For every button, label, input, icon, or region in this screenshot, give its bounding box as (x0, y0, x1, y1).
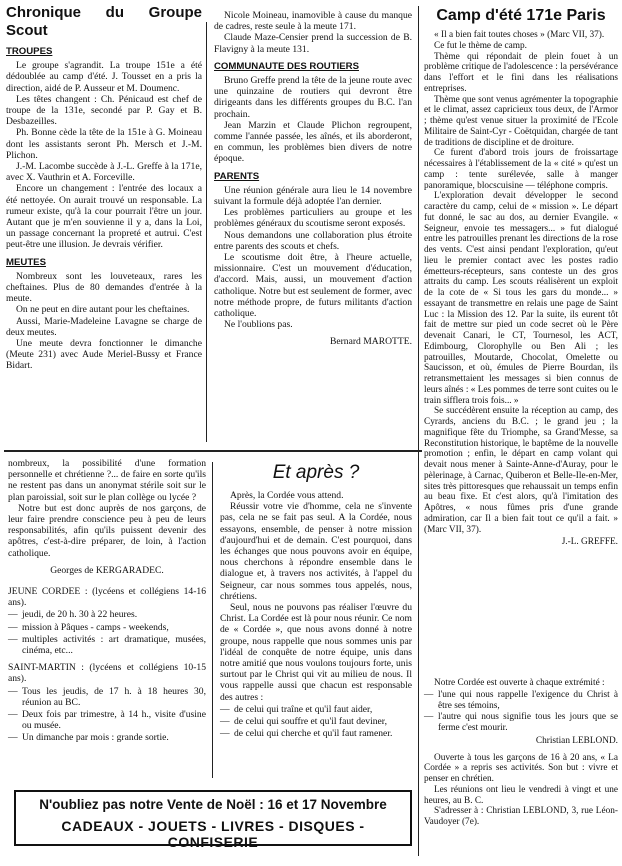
list-item: — multiples activités : art dramatique, musées, cinéma, etc... (8, 633, 206, 657)
troupes-p5: Encore un changement : l'entrée des locaux a été nettoyée. On aurait trouvé un responsable. La rumeur existe, qu'à la cour pourrait l'être un jour. Autant que je m'en souvienne il y a, dans la Loi, un passage concernant la propreté et autrui. C'est peut-être une illusion. Je devrais vérifier. (6, 183, 202, 251)
col4-p1: nombreux, la possibilité d'une formation personnelle et chrétienne ?... de faire en sorte qu'ils ne restent pas dans un anonymat stérile soit sur le plan paroissial, soit sur le plan collège ou lycée ? (8, 458, 206, 503)
column-chronique (6, 4, 202, 372)
cordee-p1: Notre Cordée est ouverte à chaque extrémité : (434, 678, 605, 688)
cordee-p3: Les réunions ont lieu le vendredi à vingt et une heures, au B. C. (424, 784, 618, 806)
saint-martin-head: SAINT-MARTIN : (lycéens et collégiens 10-15 ans). (8, 662, 206, 685)
camp-title: Camp d'été 171e Paris (436, 7, 606, 24)
column-et-apres (220, 462, 412, 740)
camp-p6: Se succédèrent ensuite la réception au camp, des Cyrards, anciens du B.C. ; le grand jeu ; la magnifique fête du Triomphe, sa Grand'Messe, sa Reconstitution historique, le baptême de la nouvelle promotion ; enfin, le départ en camp volant qui devait nous mener à Sainte-Anne-d'Auray, pour le pèlerinage, à Carnac, Quiberon et Belle-Ile-en-Mer, sites très pittoresques que rehaussait un temps enfin au beau fixe. Et c'est alors, qu'à l'imitation des Apôtres, « nous fûmes pris d'une grande admiration, car Il a bien fait tout ce qu'il a fait. » (Marc VII, 37). (424, 406, 618, 535)
meutes-p2: On ne peut en dire autant pour les cheftaines. (16, 304, 190, 316)
list-item: — de celui qui cherche et qu'il faut ramener. (220, 728, 393, 740)
col2-p2: Claude Maze-Censier prend la succession de B. Flavigny à la meute 131. (214, 32, 412, 55)
et-apres-p1: Après, la Cordée vous attend. (230, 490, 344, 501)
parents-p1: Une réunion générale aura lieu le 14 novembre suivant la formule déjà adoptée l'an dernier. (214, 184, 412, 208)
list-item: — l'une qui nous rappelle l'exigence du Christ à être ses témoins, (424, 689, 618, 711)
vertical-rule-right (418, 6, 419, 856)
troupes-heading: TROUPES (6, 46, 53, 57)
greffe-signature: J.-L. GREFFE. (561, 537, 618, 548)
list-item: — de celui qui souffre et qu'il faut deviner, (220, 716, 388, 728)
troupes-p3: Ph. Bonne cède la tête de la 151e à G. Moineau dont les assistants seront Ph. Mersch et J.-M. Plichon. (6, 127, 202, 161)
parents-heading: PARENTS (214, 170, 260, 182)
routiers-p1: Bruno Greffe prend la tête de la jeune route avec une quinzaine de routiers qui devront être dirigeants dans les différents groupes du B.C. l'an prochain. (214, 75, 412, 120)
camp-p5: L'exploration devait développer le second caractère du camp, celui de « mission ». Le départ fut donné, le sac au dos, au dernier Evangile. « Seigneur, envoie tes messagers... » fut dialogué entre les patrouilles prenant les directions de la rose des vents. C'est ainsi pendant l'exploration, qu'eut lieu le premier contact avec les postes radio émetteurs-récepteurs, sans conteste un des gros attraits du camp. Les scouts réalisèrent un exploit de la cote de « Si tous les gars du monde... » essayant de transmettre en relais une page de Saint Luc : la Mission des 12. Par la suite, ils eurent tôt fait de mettre sur pied un code secret où le Père devenait Canari, le CT, Tournesol, les ACT, Edimbourg, Clorophylle ou Ben Ali ; les patrouilles, Moutarde, Chocolat, Omelette ou Saucisson, et où, émules de Pierre Bourdan, ils retransmettaient les messages si bien connus de leurs aînés : « Les pommes de terre sont cuites ou le train sifflera trois fois... » (424, 191, 618, 406)
et-apres-p2: Réussir votre vie d'homme, cela ne s'invente pas, cela ne se fait pas seul. A la Cordée, nous essayons, ensemble, de penser à notre mission d'aujourd'hui et de demain. C'est pourquoi, dans les échanges que nous pouvons avoir en équipe, nous cherchons à répondre ensemble dans le dialogue et, à travers nos activités, à l'appel du Seigneur, car nous sommes tous appelés, nous, chrétiens. (220, 501, 412, 602)
cordee-p2: Ouverte à tous les garçons de 16 à 20 ans, « La Cordée » a repris ses activités. Son but : vivre et penser en chrétien. (424, 752, 618, 784)
col4-p2: Notre but est donc auprès de nos garçons, de leur faire prendre conscience peu à peu de leurs responsabilités, afin qu'ils puissent devenir des apôtres, c'est-à-dire préparer, de loin, à l'action catholique. (8, 502, 206, 559)
list-item: — jeudi, de 20 h. 30 à 22 heures. (8, 609, 138, 621)
column-camp-ete (424, 6, 618, 548)
jeune-cordee-head: JEUNE CORDEE : (lycéens et collégiens 14-16 ans). (8, 586, 206, 609)
horizontal-rule-top (4, 450, 422, 452)
troupes-p4: J.-M. Lacombe succède à J.-L. Greffe à la 171e, avec X. Vauthrin et A. Forceville. (6, 161, 202, 184)
list-item: — l'autre qui nous signifie tous les jours que se ferme c'est mourir. (424, 712, 618, 733)
marotte-signature: Bernard MAROTTE. (329, 336, 412, 348)
troupes-p2: Les têtes changent : Ch. Pénicaud est chef de troupe de la 131e, secondé par P. Gay et B. Desbazeilles. (6, 93, 202, 128)
meutes-p3: Aussi, Marie-Madeleine Lavagne se charge de deux meutes. (6, 315, 202, 338)
cordee-p4: S'adresser à : Christian LEBLOND, 3, rue Léon-Vaudoyer (7e). (424, 806, 618, 827)
col2-p1: Nicole Moineau, inamovible à cause du manque de cadres, reste seule à la meute 171. (214, 10, 412, 33)
camp-p4: Ce furent d'abord trois jours de froissartage nécessaires à l'établissement de la « cité » qu'est un camp : tente surélevée, salle à manger panoramique, blocscuisine — téléphone compris. (424, 148, 618, 191)
parents-p3: Nous demandons une collaboration plus étroite entre parents des scouts et chefs. (214, 229, 412, 252)
camp-p2: Thème qui répondait de plein fouet à un problème critique de l'adolescence : la persévérance dans l'effort et le fini dans les réalisations entreprises. (424, 51, 618, 94)
routiers-p2: Jean Marzin et Claude Plichon regroupent, comme l'année passée, les aînés, et ils aborderont, en commun, les problèmes bien divers de notre époque. (214, 119, 412, 165)
parents-p4: Le scoutisme doit être, à l'heure actuelle, missionnaire. C'est un mouvement d'éducation, d'accord. Mais, aussi, un mouvement d'action catholique. Notre but est seulement de former, avec notre méthode propre, de futurs militants d'action catholique. (214, 252, 412, 320)
banner-line1: N'oubliez pas notre Vente de Noël : 16 et 17 Novembre (39, 797, 387, 812)
parents-p2: Les problèmes particuliers au groupe et les problèmes généraux du scoutisme seront exposés. (214, 207, 412, 230)
column-routiers-parents (214, 10, 412, 348)
kergaradec-signature: Georges de KERGARADEC. (50, 564, 164, 576)
list-item: — de celui qui traîne et qu'il faut aider, (220, 703, 373, 715)
vertical-rule-bottom (212, 462, 213, 778)
routiers-heading: COMMUNAUTE DES ROUTIERS (214, 60, 359, 72)
jeune-cordee-block (8, 586, 206, 656)
camp-p3: Thème que sont venus agrémenter la topographie et le climat, assez capricieux tous deux, de l'Armor ; thème qu'est venue situer la proximité de l'Ecole Militaire de Saint-Cyr - Coëtquidan, chargée de tant de traditions de discipline et de droiture. (424, 94, 618, 148)
list-item: — Tous les jeudis, de 17 h. à 18 heures 30, réunion au BC. (8, 685, 206, 708)
meutes-heading: MEUTES (6, 256, 46, 268)
column-cordee-ouverte (424, 678, 618, 828)
column-kergaradec (8, 458, 206, 745)
vertical-rule-left (206, 22, 207, 442)
camp-p1: Ce fut le thème de camp. (434, 40, 527, 51)
camp-quote: « Il a bien fait toutes choses » (Marc VII, 37). (434, 30, 605, 40)
list-item: — mission à Pâques - camps - weekends, (8, 621, 169, 633)
list-item: — Deux fois par trimestre, à 14 h., visite d'usine ou musée. (8, 709, 206, 732)
vente-noel-banner (14, 790, 412, 850)
et-apres-title: Et après ? (272, 462, 360, 483)
banner-line2: CADEAUX - JOUETS - LIVRES - DISQUES - CONFISERIE (61, 818, 365, 850)
list-item: — Un dimanche par mois : grande sortie. (8, 732, 169, 744)
saint-martin-block (8, 662, 206, 743)
parents-p5: Ne l'oublions pas. (224, 319, 293, 331)
meutes-p1: Nombreux sont les louveteaux, rares les cheftaines. Plus de 80 demandes d'entrée à la meute. (6, 270, 202, 305)
meutes-p4: Une meute devra fonctionner le dimanche (Meute 231) avec Aude Meriel-Bussy et France Bidart. (6, 338, 202, 372)
et-apres-p3: Seul, nous ne pouvons pas réaliser l'œuvre du Christ. La Cordée est là pour nous réunir. Ce nom de « Cordée », que nous avons donné à notre groupe, nous rappelle que nous sommes unis par l'idéal de conquête de notre équipe, unis dans notre amitié que nous voulons toujours forte, unis surtout par le Christ qui vit au milieu de nous. Il vous rappelle aussi que chacun est responsable des autres : (220, 602, 412, 703)
leblond-signature: Christian LEBLOND. (535, 735, 618, 746)
troupes-p1: Le groupe s'agrandit. La troupe 151e a été dédoublée au camp d'été. J. Tousset en a pris la direction, aidé de P. Ausseur et M. Doumenc. (6, 60, 202, 94)
chronique-title: Chronique du Groupe Scout (6, 4, 202, 39)
